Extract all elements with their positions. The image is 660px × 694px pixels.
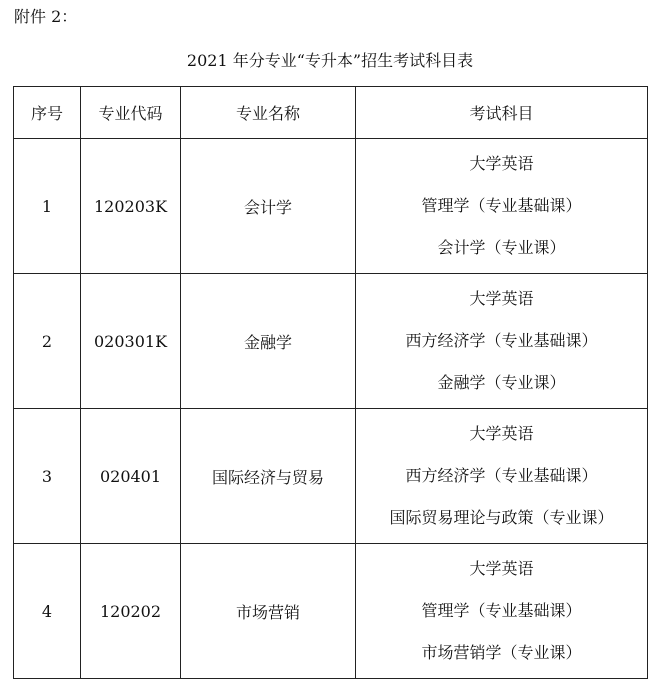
row-major-code: 120202 [81,544,181,679]
row-major-name: 金融学 [181,274,356,409]
subject-item: 会计学（专业课） [437,238,566,257]
table-row [14,409,648,544]
row-index: 3 [14,409,81,544]
subject-item: 管理学（专业基础课） [421,601,582,620]
subject-item: 西方经济学（专业基础课） [405,466,598,485]
subject-item: 大学英语 [469,154,534,173]
row-exam-subjects [356,409,648,544]
row-exam-subjects [356,274,648,409]
row-major-name: 会计学 [181,139,356,274]
attachment-label: 附件 2： [14,7,78,26]
row-major-name: 市场营销 [181,544,356,679]
subject-item: 大学英语 [469,424,534,443]
row-major-code: 120203K [81,139,181,274]
subject-item: 市场营销学（专业课） [421,643,582,662]
table-header-row [14,87,648,139]
row-index: 1 [14,139,81,274]
document-title: 2021 年分专业“专升本”招生考试科目表 [186,51,474,70]
table-row [14,274,648,409]
subject-item: 大学英语 [469,559,534,578]
row-exam-subjects [356,139,648,274]
table-row [14,544,648,679]
header-major-code: 专业代码 [81,87,181,139]
row-major-code: 020401 [81,409,181,544]
subject-item: 金融学（专业课） [437,373,566,392]
exam-subjects-table [13,86,648,679]
row-exam-subjects [356,544,648,679]
header-exam-subjects: 考试科目 [356,87,648,139]
header-index: 序号 [14,87,81,139]
row-index: 4 [14,544,81,679]
row-major-name: 国际经济与贸易 [181,409,356,544]
subject-item: 管理学（专业基础课） [421,196,582,215]
row-major-code: 020301K [81,274,181,409]
subject-item: 西方经济学（专业基础课） [405,331,598,350]
row-index: 2 [14,274,81,409]
subject-item: 大学英语 [469,289,534,308]
header-major-name: 专业名称 [181,87,356,139]
subject-item: 国际贸易理论与政策（专业课） [389,508,614,527]
table-row [14,139,648,274]
